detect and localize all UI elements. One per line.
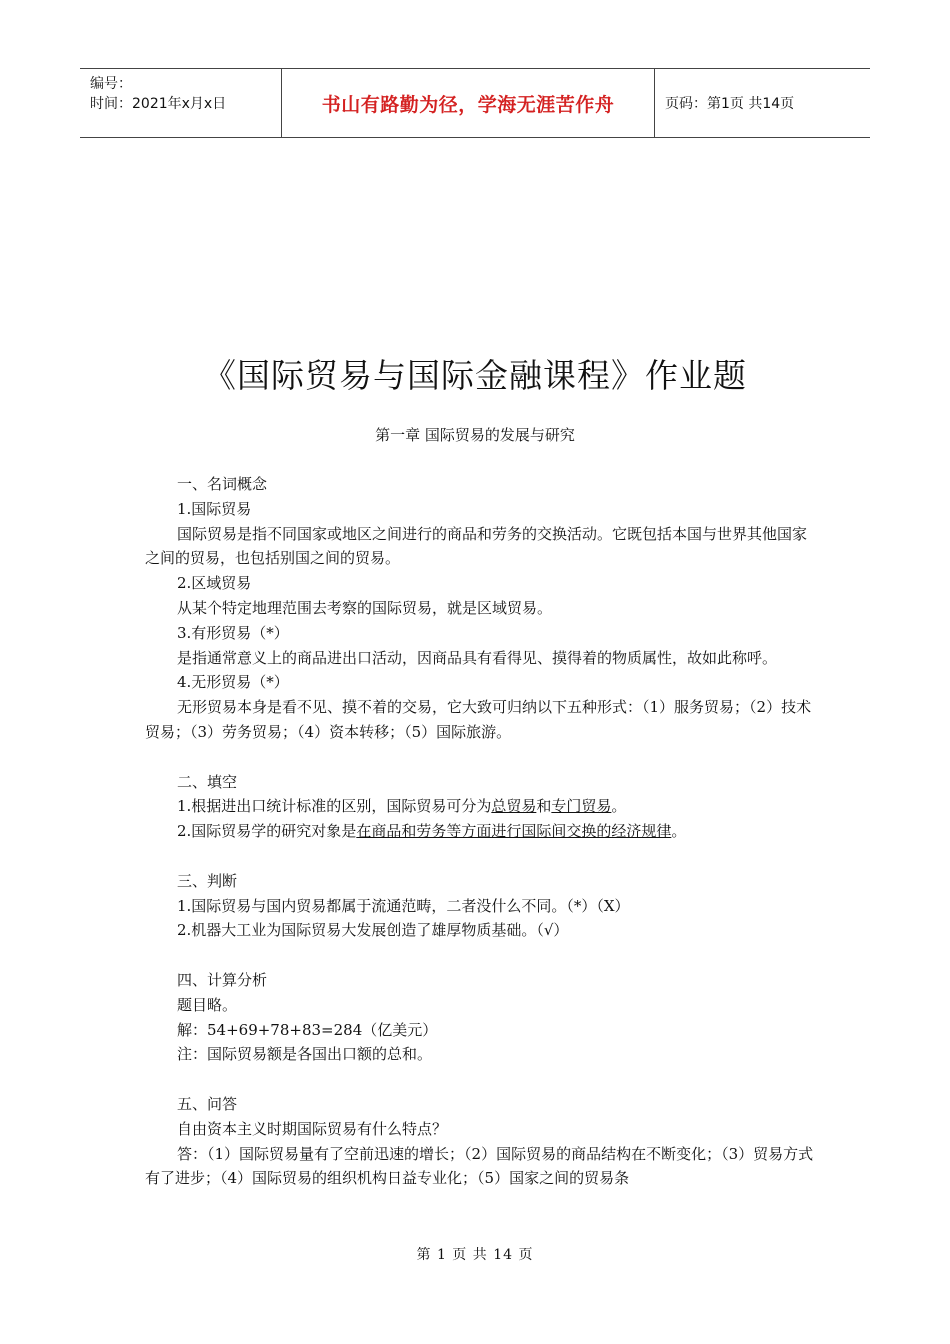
section-heading: 四、计算分析 [177, 970, 268, 989]
time-label: 时间：2021年x月x日 [90, 96, 227, 112]
answer-underlined: 总贸易 [491, 797, 537, 816]
judgment-question: 1.国际贸易与国内贸易都属于流通范畴，二者没什么不同。（*）（X） [177, 896, 630, 915]
page-footer: 第 1 页 共 14 页 [416, 1247, 534, 1263]
fill-blank-question: 1.根据进出口统计标准的区别，国际贸易可分为总贸易和专门贸易。 [177, 797, 627, 816]
motto: 书山有路勤为径，学海无涯苦作舟 [321, 93, 615, 116]
section-heading: 三、判断 [177, 871, 238, 890]
calc-line: 题目略。 [177, 995, 238, 1014]
term-definition: 国际贸易是指不同国家或地区之间进行的商品和劳务的交换活动。它既包括本国与世界其他国家之间的贸易，也包括别国之间的贸易。 [145, 524, 808, 568]
calc-line: 解：54+69+78+83=284（亿美元） [177, 1020, 438, 1039]
fill-blank-question: 2.国际贸易学的研究对象是在商品和劳务等方面进行国际间交换的经济规律。 [177, 822, 687, 841]
answer-underlined: 专门贸易 [551, 797, 612, 816]
judgment-question: 2.机器大工业为国际贸易大发展创造了雄厚物质基础。（√） [177, 921, 569, 940]
term-title: 1.国际贸易 [177, 499, 252, 518]
term-definition: 从某个特定地理范围去考察的国际贸易，就是区域贸易。 [177, 598, 553, 617]
term-title: 3.有形贸易（*） [177, 623, 289, 642]
calc-line: 注：国际贸易额是各国出口额的总和。 [177, 1045, 433, 1064]
section-heading: 一、名词概念 [177, 475, 268, 493]
header-motto-cell [282, 69, 655, 137]
qa-question: 自由资本主义时期国际贸易有什么特点？ [177, 1119, 448, 1138]
term-title: 4.无形贸易（*） [177, 673, 289, 692]
page-info: 页码：第1页 共14页 [665, 96, 795, 112]
header-page-cell [655, 69, 870, 137]
document-body [145, 472, 815, 1191]
term-title: 2.区域贸易 [177, 574, 252, 593]
document-title: 《国际贸易与国际金融课程》作业题 [203, 356, 747, 395]
header-table [80, 68, 870, 138]
header-meta-cell [80, 69, 282, 137]
number-label: 编号： [90, 76, 132, 92]
section-heading: 二、填空 [177, 772, 238, 791]
answer-underlined: 在商品和劳务等方面进行国际间交换的经济规律 [356, 822, 672, 841]
term-definition: 是指通常意义上的商品进出口活动，因商品具有看得见、摸得着的物质属性，故如此称呼。 [177, 648, 778, 667]
chapter-heading: 第一章 国际贸易的发展与研究 [375, 426, 575, 444]
term-definition: 无形贸易本身是看不见、摸不着的交易，它大致可归纳以下五种形式：（1）服务贸易；（2）技术贸易；（3）劳务贸易；（4）资本转移；（5）国际旅游。 [145, 698, 812, 741]
qa-answer: 答：（1）国际贸易量有了空前迅速的增长；（2）国际贸易的商品结构在不断变化；（3）贸易方式有了进步；（4）国际贸易的组织机构日益专业化；（5）国家之间的贸易条 [145, 1144, 814, 1188]
section-heading: 五、问答 [177, 1094, 238, 1113]
